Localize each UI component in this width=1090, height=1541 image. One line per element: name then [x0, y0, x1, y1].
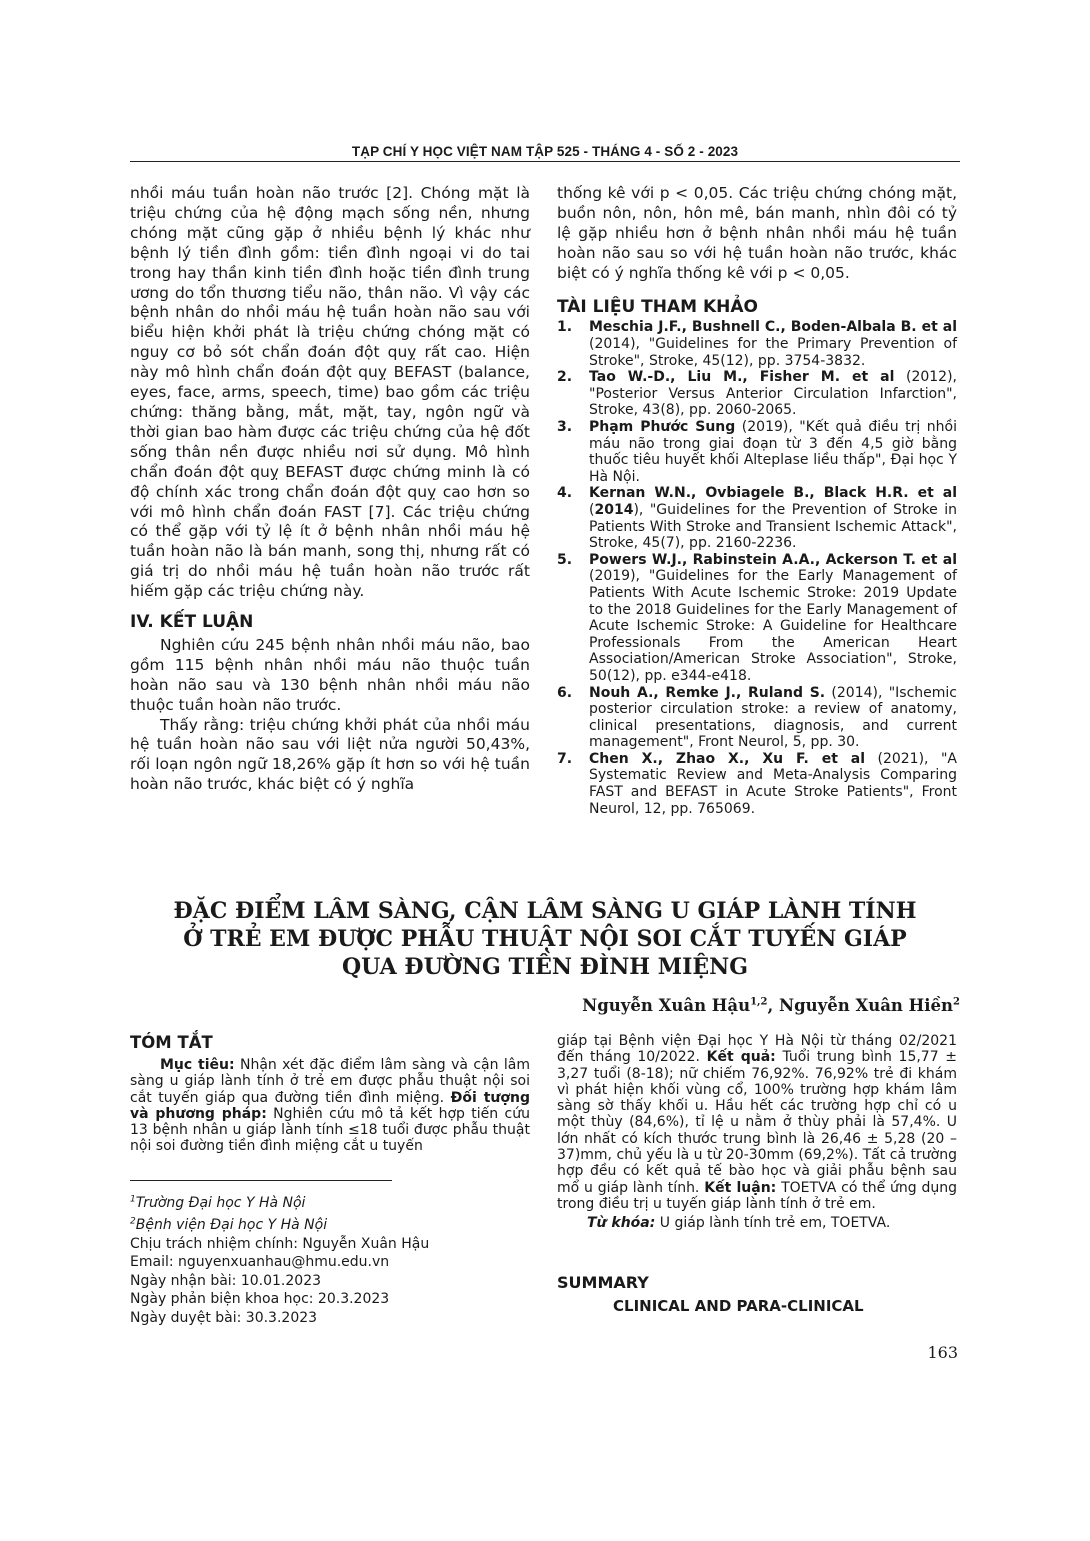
footnotes: $^1$Trường Đại học Y Hà Nội $^2$Bệnh viện Đại học Y Hà Nội Chịu trách nhiệm chính: Nguyễn Xuân Hậu Email: nguyenxuanhau@hmu.edu.vn Ngày nhận bài: 10.01.2023 Ngày phản biện khoa học: 20.3.2023 Ngày duyệt bài: 30.3.2023	[130, 1194, 430, 1326]
references-title: TÀI LIỆU THAM KHẢO	[557, 296, 758, 317]
author-2: Nguyễn Xuân Hiền	[779, 996, 954, 1015]
reference-item: 7. Chen X., Zhao X., Xu F. et al (2021), "A Systematic Review and Meta-Analysis Comparing FAST and BEFAST in Acute Stroke Patients", Front Neurol, 12, pp. 765069.	[557, 750, 957, 817]
reference-list	[557, 319, 957, 817]
abstract-left: Mục tiêu: Nhận xét đặc điểm lâm sàng và cận lâm sàng u giáp lành tính ở trẻ em được phẫu thuật nội soi cắt tuyến giáp qua đường tiền đình miệng. Đối tượng và phương pháp: Nghiên cứu mô tả kết hợp tiến cứu 13 bệnh nhân u giáp lành tính ≤18 tuổi được phẫu thuật nội soi đường tiền đình miệng cắt u tuyến	[130, 1057, 531, 1155]
title-line-3: QUA ĐƯỜNG TIỀN ĐÌNH MIỆNG	[341, 954, 749, 980]
abstract-right: giáp tại Bệnh viện Đại học Y Hà Nội từ tháng 02/2021 đến tháng 10/2022. Kết quả: Tuổi trung bình 15,77 ± 3,27 tuổi (8-18); nữ chiếm 76,92%. 76,92% trẻ đi khám vì phát hiện khối vùng cổ, 100% trường hợp khám lâm sàng sờ thấy khối u. Hầu hết các trường hợp chỉ có u một thùy (84,6%), tỉ lệ u nằm ở thùy phải là 57,4%. U lớn nhất có kích thước trung bình là 26,46 ± 5,28 (20 – 37)mm, chủ yếu là u từ 20-30mm (69,2%). Tất cả trường hợp đều có kết quả tế bào học và giải phẫu bệnh sau mổ u giáp lành tính. Kết luận: TOETVA có thể ứng dụng trong điều trị u tuyến giáp lành tính ở trẻ em. Từ khóa: U giáp lành tính trẻ em, TOETVA.	[557, 1033, 958, 1232]
right-paragraph-1: thống kê với p < 0,05. Các triệu chứng chóng mặt, buồn nôn, nôn, hôn mê, bán manh, nhìn đôi có tỷ lệ gặp nhiều hơn ở bệnh nhân nhồi máu hệ tuần hoàn não sau so với hệ tuần hoàn não trước, khác biệt có ý nghĩa thống kê với p < 0,05.	[557, 184, 957, 282]
footnote-divider	[130, 1180, 392, 1181]
author-1: Nguyễn Xuân Hậu	[582, 996, 751, 1015]
reference-item: 1. Meschia J.F., Bushnell C., Boden-Albala B. et al (2014), "Guidelines for the Primary Prevention of Stroke", Stroke, 45(12), pp. 3754-3832.	[557, 319, 957, 369]
journal-header: TẠP CHÍ Y HỌC VIỆT NAM TẬP 525 - THÁNG 4 - SỐ 2 - 2023	[351, 144, 739, 159]
article-title	[110, 897, 980, 981]
right-column	[557, 184, 957, 817]
left-paragraph-2: Nghiên cứu 245 bệnh nhân nhồi máu não, bao gồm 115 bệnh nhân nhồi máu não thuộc tuần hoàn não sau và 130 bệnh nhân nhồi máu não thuộc tuần hoàn não trước.	[130, 635, 530, 714]
reference-item: 4. Kernan W.N., Ovbiagele B., Black H.R. et al (2014), "Guidelines for the Prevention of Stroke in Patients With Stroke and Transient Ischemic Attack", Stroke, 45(7), pp. 2160-2236.	[557, 485, 957, 552]
summary-subtitle: CLINICAL AND PARA-CLINICAL	[613, 1297, 864, 1315]
reference-item: 3. Phạm Phước Sung (2019), "Kết quả điều trị nhồi máu não trong giai đoạn từ 3 đến 4,5 giờ bằng thuốc tiêu huyết khối Alteplase liều thấp", Đại học Y Hà Nội.	[557, 419, 957, 485]
reference-item: 6. Nouh A., Remke J., Ruland S. (2014), "Ischemic posterior circulation stroke: a review of anatomy, clinical presentations, diagnosis, and current management", Front Neurol, 5, pp. 30.	[557, 684, 957, 751]
header-divider	[130, 161, 960, 162]
title-line-2: Ở TRẺ EM ĐƯỢC PHẪU THUẬT NỘI SOI CẮT TUYẾN GIÁP	[183, 926, 907, 952]
author-line: Nguyễn Xuân Hậu$^{1,2}$, Nguyễn Xuân Hiền$^2$	[582, 996, 960, 1015]
left-paragraph-3: Thấy rằng: triệu chứng khởi phát của nhồi máu hệ tuần hoàn não sau với liệt nửa người 50,43%, rối loạn ngôn ngữ 18,26% gặp ít hơn so với hệ tuần hoàn não trước, khác biệt có ý nghĩa	[130, 715, 530, 794]
left-column	[130, 184, 530, 795]
section-title-conclusion: IV. KẾT LUẬN	[130, 612, 254, 633]
reference-item: 2. Tao W.-D., Liu M., Fisher M. et al (2012), "Posterior Versus Anterior Circulation Infarction", Stroke, 43(8), pp. 2060-2065.	[557, 369, 958, 419]
title-line-1: ĐẶC ĐIỂM LÂM SÀNG, CẬN LÂM SÀNG U GIÁP LÀNH TÍNH	[173, 898, 917, 924]
left-paragraph-1: nhồi máu tuần hoàn não trước [2]. Chóng mặt là triệu chứng của hệ động mạch sống nền, nhưng chóng mặt cũng gặp ở nhiều bệnh lý khác như bệnh lý tiền đình gồm: tiền đình ngoại vi do tai trong hay thần kinh tiền đình hoặc tiền đình trung ương do tổn thương tiểu não, thân não. Vì vậy các bệnh nhân do nhồi máu hệ tuần hoàn não sau với biểu hiện khởi phát là triệu chứng chóng mặt có nguy cơ bỏ sót chẩn đoán đột quỵ rất cao. Hiện này mô hình chẩn đoán đột quỵ BEFAST (balance, eyes, face, arms, speech, time) bao gồm các triệu chứng: thăng bằng, mắt, mặt, tay, ngôn ngữ và thời gian bao hàm được các triệu chứng của hệ đốt sống thân nền được nhiều nơi sử dụng. Mô hình chẩn đoán đột quỵ BEFAST được chứng minh là có độ chính xác trong chẩn đoán đột quỵ cao hơn so với mô hình chẩn đoán FAST [7]. Các triệu chứng có thể gặp với tỷ lệ ít ở bệnh nhân nhồi máu hệ tuần hoàn não là bán manh, song thị, nhưng rất có giá trị do nhồi máu hệ tuần hoàn não trước rất hiếm gặp các triệu chứng này.	[130, 184, 530, 601]
page-number: 163	[927, 1343, 958, 1362]
reference-item: 5. Powers W.J., Rabinstein A.A., Ackerson T. et al (2019), "Guidelines for the Early Management of Patients With Acute Ischemic Stroke: 2019 Update to the 2018 Guidelines for the Early Management of Acute Ischemic Stroke: A Guideline for Healthcare Professionals From the American Heart Association/American Stroke Association", Stroke, 50(12), pp. e344-e418.	[557, 551, 957, 684]
abstract-title: TÓM TẮT	[130, 1033, 213, 1052]
summary-title: SUMMARY	[557, 1273, 649, 1292]
